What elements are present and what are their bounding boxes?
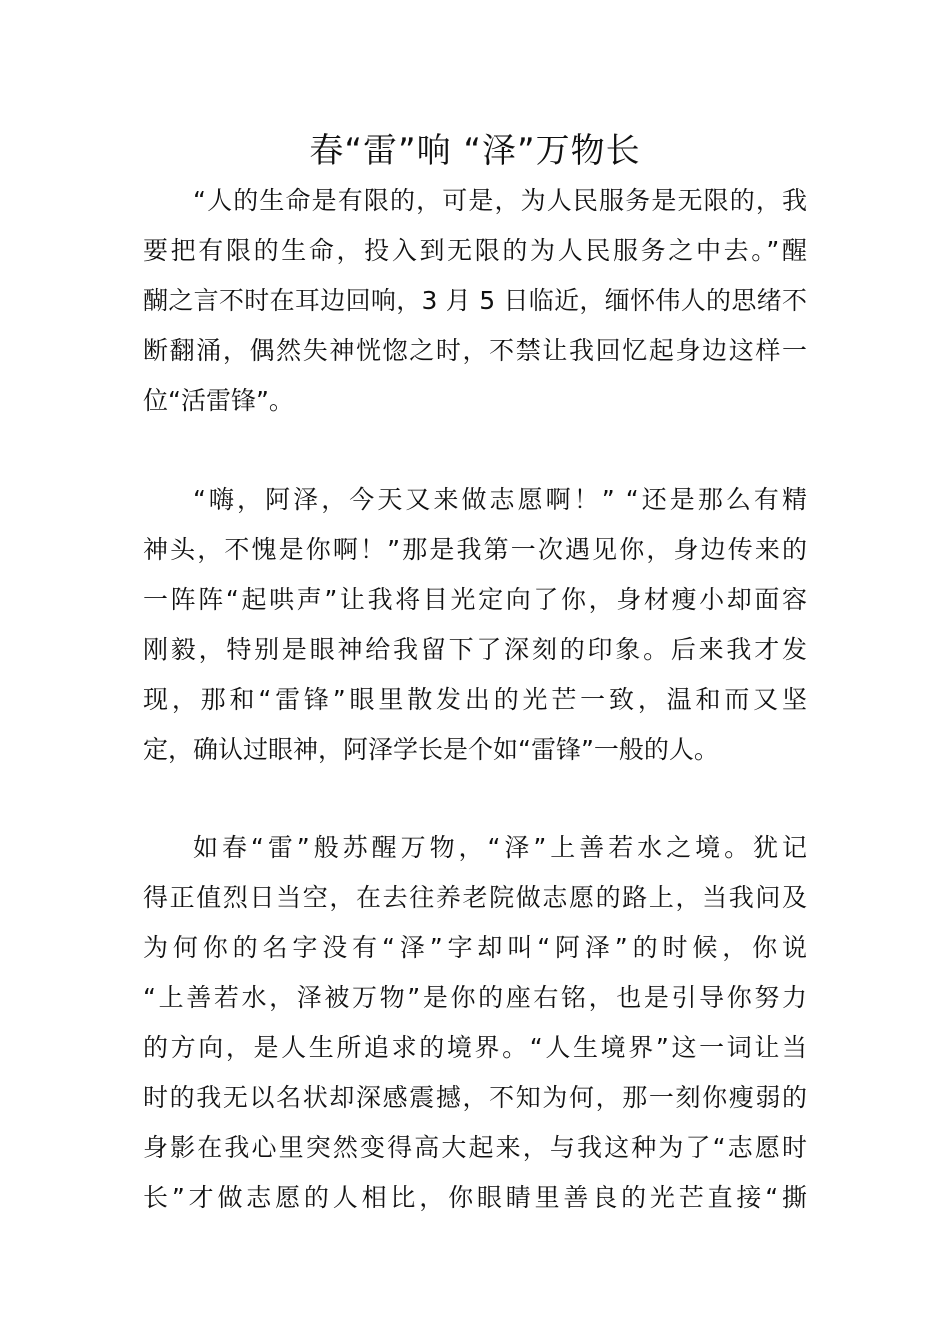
- paragraph-3-line-2: 得正值烈日当空，在去往养老院做志愿的路上，当我问及: [143, 883, 807, 912]
- paragraph-1-line-1: “人的生命是有限的，可是，为人民服务是无限的，我: [193, 186, 807, 215]
- paragraph-2-line-5: 现，那和“雷锋”眼里散发出的光芒一致，温和而又坚: [143, 685, 807, 714]
- paragraph-3-line-8: 长”才做志愿的人相比，你眼睛里善良的光芒直接“撕: [143, 1183, 807, 1212]
- paragraph-1-line-2: 要把有限的生命，投入到无限的为人民服务之中去。”醒: [143, 236, 807, 265]
- paragraph-3-line-7: 身影在我心里突然变得高大起来，与我这种为了“志愿时: [143, 1133, 807, 1162]
- paragraph-1-line-3: 醐之言不时在耳边回响，3 月 5 日临近，缅怀伟人的思绪不: [143, 286, 807, 315]
- paragraph-3-line-3: 为何你的名字没有“泽”字却叫“阿泽”的时候，你说: [143, 933, 807, 962]
- paragraph-3-line-6: 时的我无以名状却深感震撼，不知为何，那一刻你瘦弱的: [143, 1083, 807, 1112]
- paragraph-2-line-4: 刚毅，特别是眼神给我留下了深刻的印象。后来我才发: [143, 635, 807, 664]
- paragraph-2-line-3: 一阵阵“起哄声”让我将目光定向了你，身材瘦小却面容: [143, 585, 807, 614]
- document-title: 春“雷”响 “泽”万物长: [309, 131, 641, 171]
- paragraph-1-line-4: 断翻涌，偶然失神恍惚之时，不禁让我回忆起身边这样一: [143, 336, 807, 365]
- paragraph-2-line-6: 定，确认过眼神，阿泽学长是个如“雷锋”一般的人。: [143, 735, 719, 764]
- paragraph-2-line-2: 神头，不愧是你啊！”那是我第一次遇见你，身边传来的: [143, 535, 807, 564]
- paragraph-3-line-4: “上善若水，泽被万物”是你的座右铭，也是引导你努力: [143, 983, 807, 1012]
- paragraph-3-line-5: 的方向，是人生所追求的境界。“人生境界”这一词让当: [143, 1033, 807, 1062]
- paragraph-3-line-1: 如春“雷”般苏醒万物，“泽”上善若水之境。犹记: [193, 833, 807, 862]
- paragraph-2-line-1: “嗨，阿泽，今天又来做志愿啊！” “还是那么有精: [193, 485, 807, 514]
- paragraph-1-line-5: 位“活雷锋”。: [143, 386, 294, 415]
